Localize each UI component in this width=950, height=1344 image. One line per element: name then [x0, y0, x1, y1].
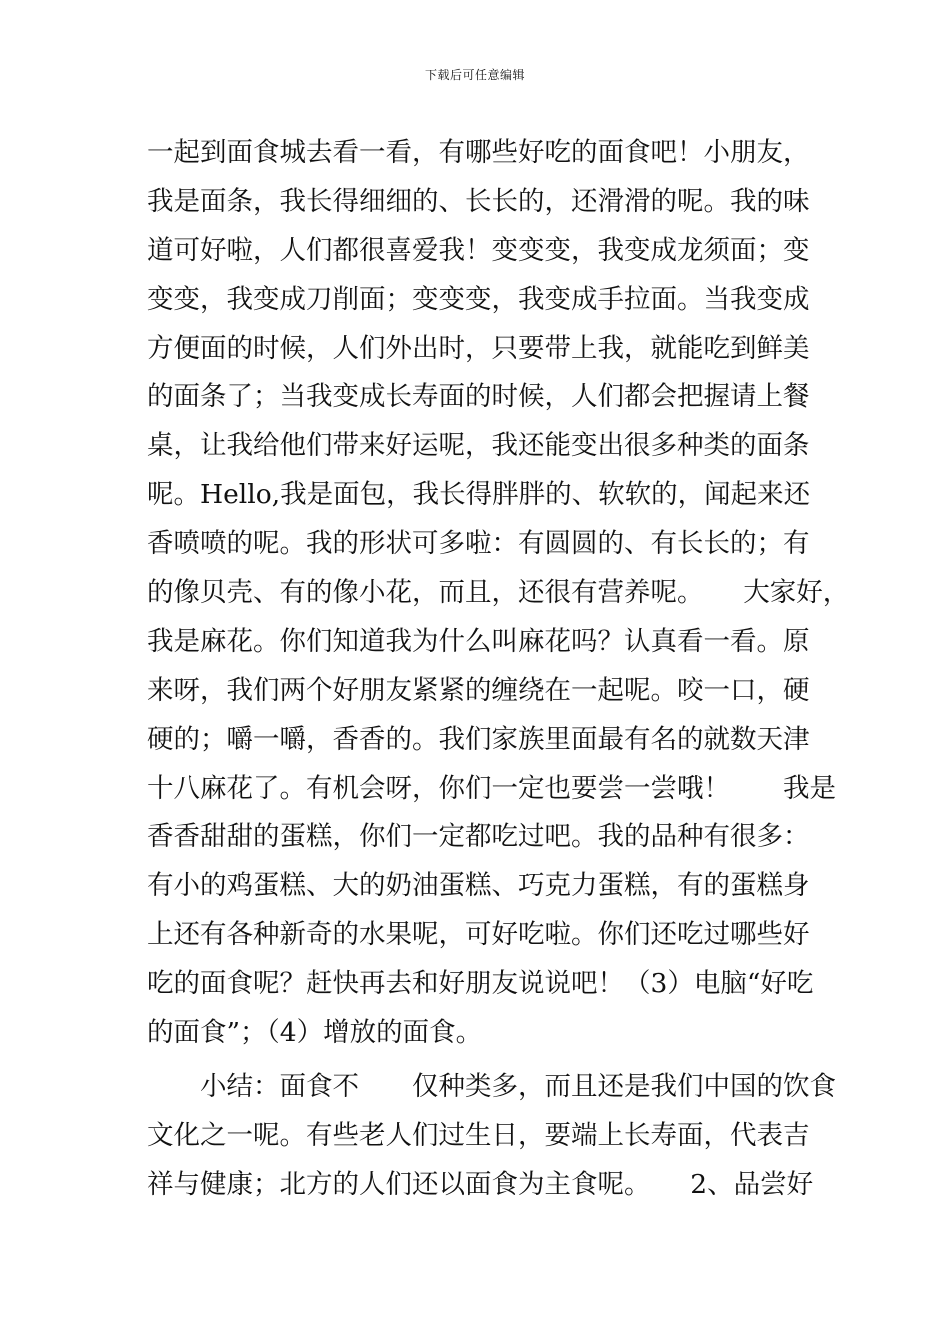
- text-line: 来呀，我们两个好朋友紧紧的缠绕在一起呢。咬一口，硬: [147, 674, 810, 706]
- text-line: 呢。Hello,我是面包，我长得胖胖的、软软的，闻起来还: [147, 479, 811, 511]
- text-line: 香喷喷的呢。我的形状可多啦：有圆圆的、有长长的；有: [147, 528, 810, 560]
- paragraph-1: [147, 129, 850, 1058]
- text-line: 的面食”；（4）增放的面食。: [147, 1017, 483, 1049]
- document-body: [147, 129, 850, 1210]
- text-line: 的像贝壳、有的像小花，而且，还很有营养呢。 大家好，: [147, 577, 850, 609]
- text-line: 有小的鸡蛋糕、大的奶油蛋糕、巧克力蛋糕，有的蛋糕身: [147, 870, 810, 902]
- text-line: 吃的面食呢？赶快再去和好朋友说说吧！（3）电脑“好吃: [147, 968, 814, 1000]
- text-line: 一起到面食城去看一看，有哪些好吃的面食吧！小朋友，: [147, 137, 810, 168]
- text-line: 硬的；嚼一嚼，香香的。我们家族里面最有名的就数天津: [147, 723, 810, 755]
- text-line: 方便面的时候，人们外出时，只要带上我，就能吃到鲜美: [147, 332, 810, 364]
- text-line: 香香甜甜的蛋糕，你们一定都吃过吧。我的品种有很多：: [147, 821, 810, 853]
- text-line: 文化之一呢。有些老人们过生日，要端上长寿面，代表吉: [147, 1119, 810, 1151]
- text-line: 十八麻花了。有机会呀，你们一定也要尝一尝哦！ 我是: [147, 772, 836, 804]
- text-line: 道可好啦，人们都很喜爱我！变变变，我变成龙须面；变: [147, 234, 810, 266]
- text-line: 桌，让我给他们带来好运呢，我还能变出很多种类的面条: [147, 430, 810, 462]
- page-header: 下载后可任意编辑: [424, 68, 525, 82]
- text-line: 变变，我变成刀削面；变变变，我变成手拉面。当我变成: [147, 283, 810, 315]
- text-line: 我是面条，我长得细细的、长长的，还滑滑的呢。我的味: [147, 185, 810, 217]
- text-line: 小结：面食不 仅种类多，而且还是我们中国的饮食: [200, 1070, 836, 1102]
- text-line: 上还有各种新奇的水果呢，可好吃啦。你们还吃过哪些好: [147, 919, 810, 951]
- text-line: 我是麻花。你们知道我为什么叫麻花吗？认真看一看。原: [147, 625, 810, 657]
- text-line: 的面条了；当我变成长寿面的时候，人们都会把握请上餐: [147, 381, 810, 413]
- text-line: 祥与健康；北方的人们还以面食为主食呢。 2、品尝好: [147, 1168, 814, 1200]
- paragraph-2: [147, 1063, 836, 1210]
